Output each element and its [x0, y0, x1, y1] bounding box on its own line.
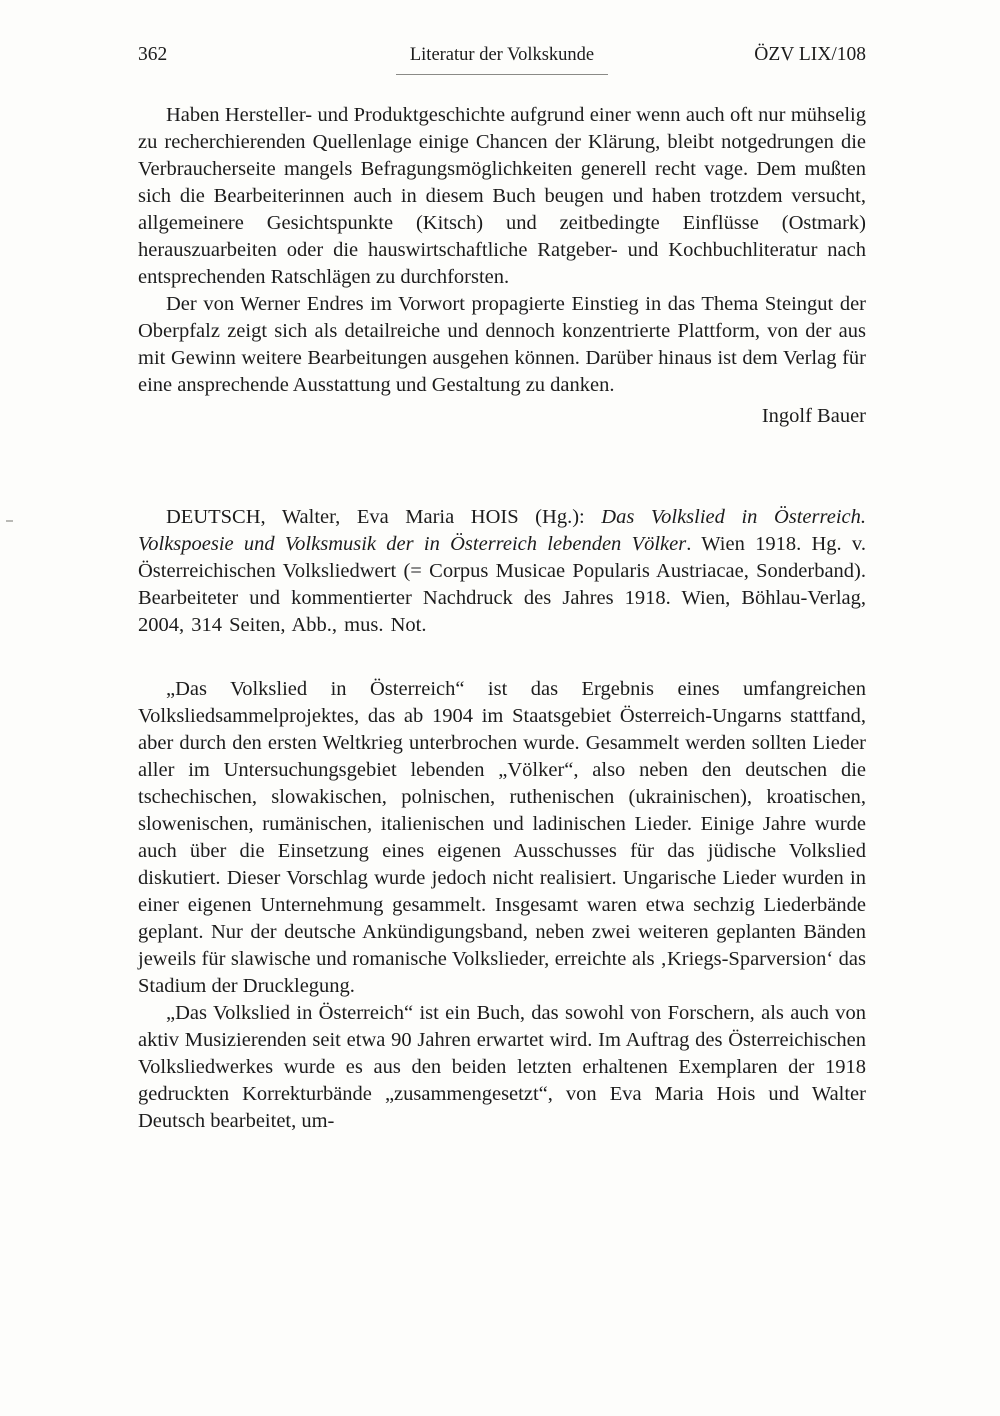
page-number: 362: [138, 44, 168, 65]
review2-paragraph-1: „Das Volkslied in Österreich“ ist das Ergebnis eines umfangreichen Volksliedsammelprojektes, das ab 1904 im Staatsgebiet Österreich-Ungarns stattfand, aber durch den ersten Weltkrieg unterbrochen wurde. Gesammelt werden sollten Lieder aller im Untersuchungsgebiet lebenden „Völker“, also neben den deutschen die tschechischen, slowakischen, polnischen, ruthenischen (ukrainischen), kroatischen, slowenischen, rumänischen, italienischen und ladinischen Lieder. Einige Jahre wurde auch über die Einsetzung eines eigenen Ausschusses für das jüdische Volkslied diskutiert. Dieser Vorschlag wurde jedoch nicht realisiert. Ungarische Lieder wurden in einer eigenen Unternehmung gesammelt. Insgesamt waren etwa sechzig Liederbände geplant. Nur der deutsche Ankündigungsband, neben zwei weiteren geplanten Bänden jeweils für slawische und romanische Volkslieder, erreichte als ‚Kriegs-Sparversion‘ das Stadium der Drucklegung.: [138, 678, 866, 997]
review1-paragraph-2: Der von Werner Endres im Vorwort propagierte Einstieg in das Thema Steingut der Oberpfalz zeigt sich als detailreiche und dennoch konzentrierte Plattform, von der aus mit Gewinn weitere Bearbeitungen ausgehen können. Darüber hinaus ist dem Verlag für eine ansprechende Ausstattung und Gestaltung zu danken.: [138, 293, 866, 396]
header-rule: [396, 74, 608, 75]
page-header: [138, 42, 866, 68]
scan-artifact-mark: [6, 520, 13, 522]
review1-paragraph-1: Haben Hersteller- und Produktgeschichte aufgrund einer wenn auch oft nur mühselig zu recherchierenden Quellenlage einige Chancen der Klärung, bleibt notgedrungen die Verbraucherseite mangels Befragungsmöglichkeiten generell recht vage. Dem mußten sich die Bearbeiterinnen auch in diesem Buch beugen und haben trotzdem versucht, allgemeinere Gesichtspunkte (Kitsch) und zeitbedingte Einflüsse (Ostmark) herauszuarbeiten oder die hauswirtschaftliche Ratgeber- und Kochbuchliteratur nach entsprechenden Ratschlägen zu durchforsten.: [138, 104, 866, 288]
journal-reference: ÖZV LIX/108: [754, 44, 866, 65]
review2-paragraph-2: „Das Volkslied in Österreich“ ist ein Buch, das sowohl von Forschern, als auch von aktiv Musizierenden seit etwa 90 Jahren erwartet wird. Im Auftrag des Österreichischen Volksliedwerkes wurde es aus den beiden letzten erhaltenen Exemplaren der 1918 gedruckten Korrekturbände „zusammengesetzt“, von Eva Maria Hois und Walter Deutsch bearbeitet, um-: [138, 1002, 866, 1132]
page-body: [138, 102, 866, 1135]
reviewer-signature: Ingolf Bauer: [761, 405, 866, 427]
running-title: Literatur der Volkskunde: [409, 45, 595, 65]
book-citation: DEUTSCH, Walter, Eva Maria HOIS (Hg.): Das Volkslied in Österreich. Volkspoesie und Volksmusik der in Österreich lebenden Völker. Wien 1918. Hg. v. Österreichischen Volksliedwert (= Corpus Musicae Popularis Austriacae, Sonderband). Bearbeiteter und kommentierter Nachdruck des Jahres 1918. Wien, Böhlau-Verlag, 2004, 314 Seiten, Abb., mus. Not.: [138, 506, 866, 636]
